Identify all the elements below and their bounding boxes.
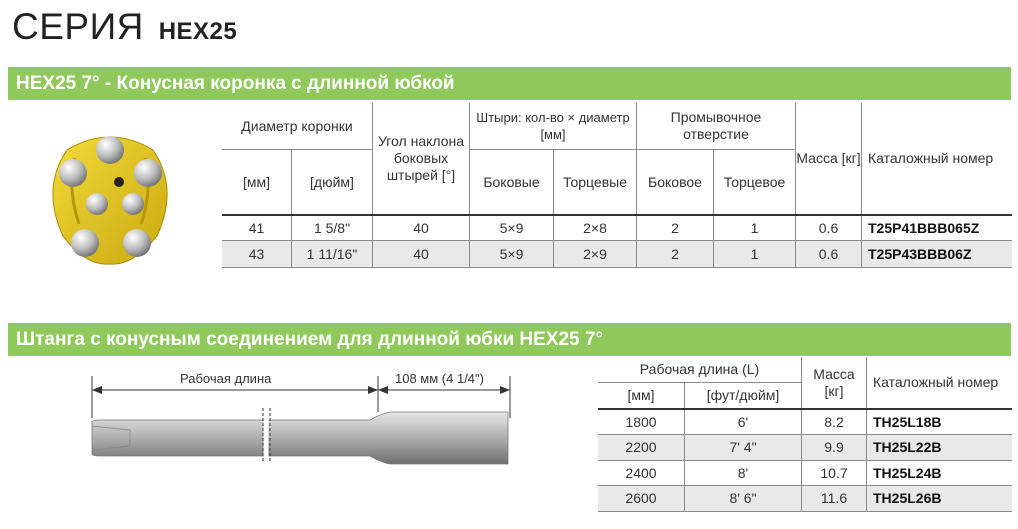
cell-mm: 43 — [248, 245, 265, 262]
cell-flush-side: 2 — [671, 219, 679, 236]
cell-catalog: TH25L26B — [873, 490, 942, 506]
cell-inch: 1 5/8" — [313, 219, 351, 236]
cell-pins-face: 2×8 — [583, 219, 607, 236]
header-flush-side: Боковое — [648, 173, 702, 190]
cell-mm: 2600 — [625, 490, 657, 506]
cell-mass: 11.6 — [820, 490, 848, 506]
drill-bit-image — [45, 128, 175, 266]
cell-angle: 40 — [413, 245, 429, 262]
header-diameter: Диаметр коронки — [241, 117, 353, 134]
cell-catalog: TH25L18B — [873, 413, 942, 430]
header-diameter-inch: [дюйм] — [310, 173, 354, 190]
header-flush-face: Торцевое — [723, 173, 786, 190]
section2-title-bar: Штанга с конусным соединением для длинной юбки HEX25 7° — [8, 323, 1011, 356]
series-title-text: СЕРИЯ — [12, 6, 144, 47]
cell-mass: 8.2 — [824, 413, 844, 430]
cell-flush-face: 1 — [750, 219, 759, 236]
header-mass: Масса [кг] — [796, 150, 861, 166]
cell-ftin: 8' 6" — [729, 490, 757, 506]
cell-ftin: 8' — [737, 464, 749, 481]
series-code: HEX25 — [158, 18, 238, 45]
cell-mm: 2400 — [625, 464, 657, 481]
shank-length-label: 108 мм (4 1/4") — [395, 371, 484, 386]
header-diameter-mm: [мм] — [242, 173, 271, 190]
cell-catalog: TH25L22B — [873, 439, 942, 455]
cell-pins-side: 5×9 — [499, 245, 524, 262]
cell-mm: 41 — [248, 219, 265, 236]
cell-catalog: T25P43BBB06Z — [868, 245, 972, 262]
header-catalog: Каталожный номер — [868, 150, 994, 166]
cell-mm: 2200 — [625, 439, 657, 455]
cell-mass: 0.6 — [818, 245, 839, 262]
cell-ftin: 6' — [737, 413, 749, 430]
header-length-mm: [мм] — [627, 387, 655, 403]
cell-pins-side: 5×9 — [499, 219, 524, 236]
header-pins-face: Торцевые — [563, 173, 627, 190]
header-pins-side: Боковые — [483, 173, 540, 190]
cell-mass: 10.7 — [820, 464, 848, 481]
header-pins: Штыри: кол-во × диаметр [мм] — [476, 110, 630, 142]
header-angle: Угол наклона боковых штырей [°] — [377, 133, 465, 183]
cell-inch: 1 11/16" — [306, 245, 358, 262]
header-flush: Промывочное отверстие — [670, 109, 762, 142]
header-length: Рабочая длина (L) — [639, 361, 760, 377]
header-rod-mass: Масса [кг] — [813, 365, 855, 399]
cell-catalog: TH25L24B — [873, 464, 942, 481]
working-length-label: Рабочая длина — [180, 371, 272, 386]
header-length-ftin: [фут/дюйм] — [706, 387, 780, 403]
cell-pins-face: 2×9 — [583, 245, 607, 262]
cell-angle: 40 — [413, 219, 429, 236]
section1-title-bar: HEX25 7° - Конусная коронка с длинной юбкой — [8, 67, 1011, 100]
cell-catalog: T25P41BBB065Z — [868, 219, 980, 236]
rod-image — [80, 370, 520, 470]
cell-mass: 0.6 — [818, 219, 839, 236]
header-rod-catalog: Каталожный номер — [873, 374, 999, 390]
cell-flush-side: 2 — [671, 245, 679, 262]
series-title — [12, 6, 237, 48]
cell-mm: 1800 — [625, 413, 657, 430]
cell-mass: 9.9 — [824, 439, 844, 455]
cell-ftin: 7' 4" — [729, 439, 757, 455]
cell-flush-face: 1 — [750, 245, 759, 262]
